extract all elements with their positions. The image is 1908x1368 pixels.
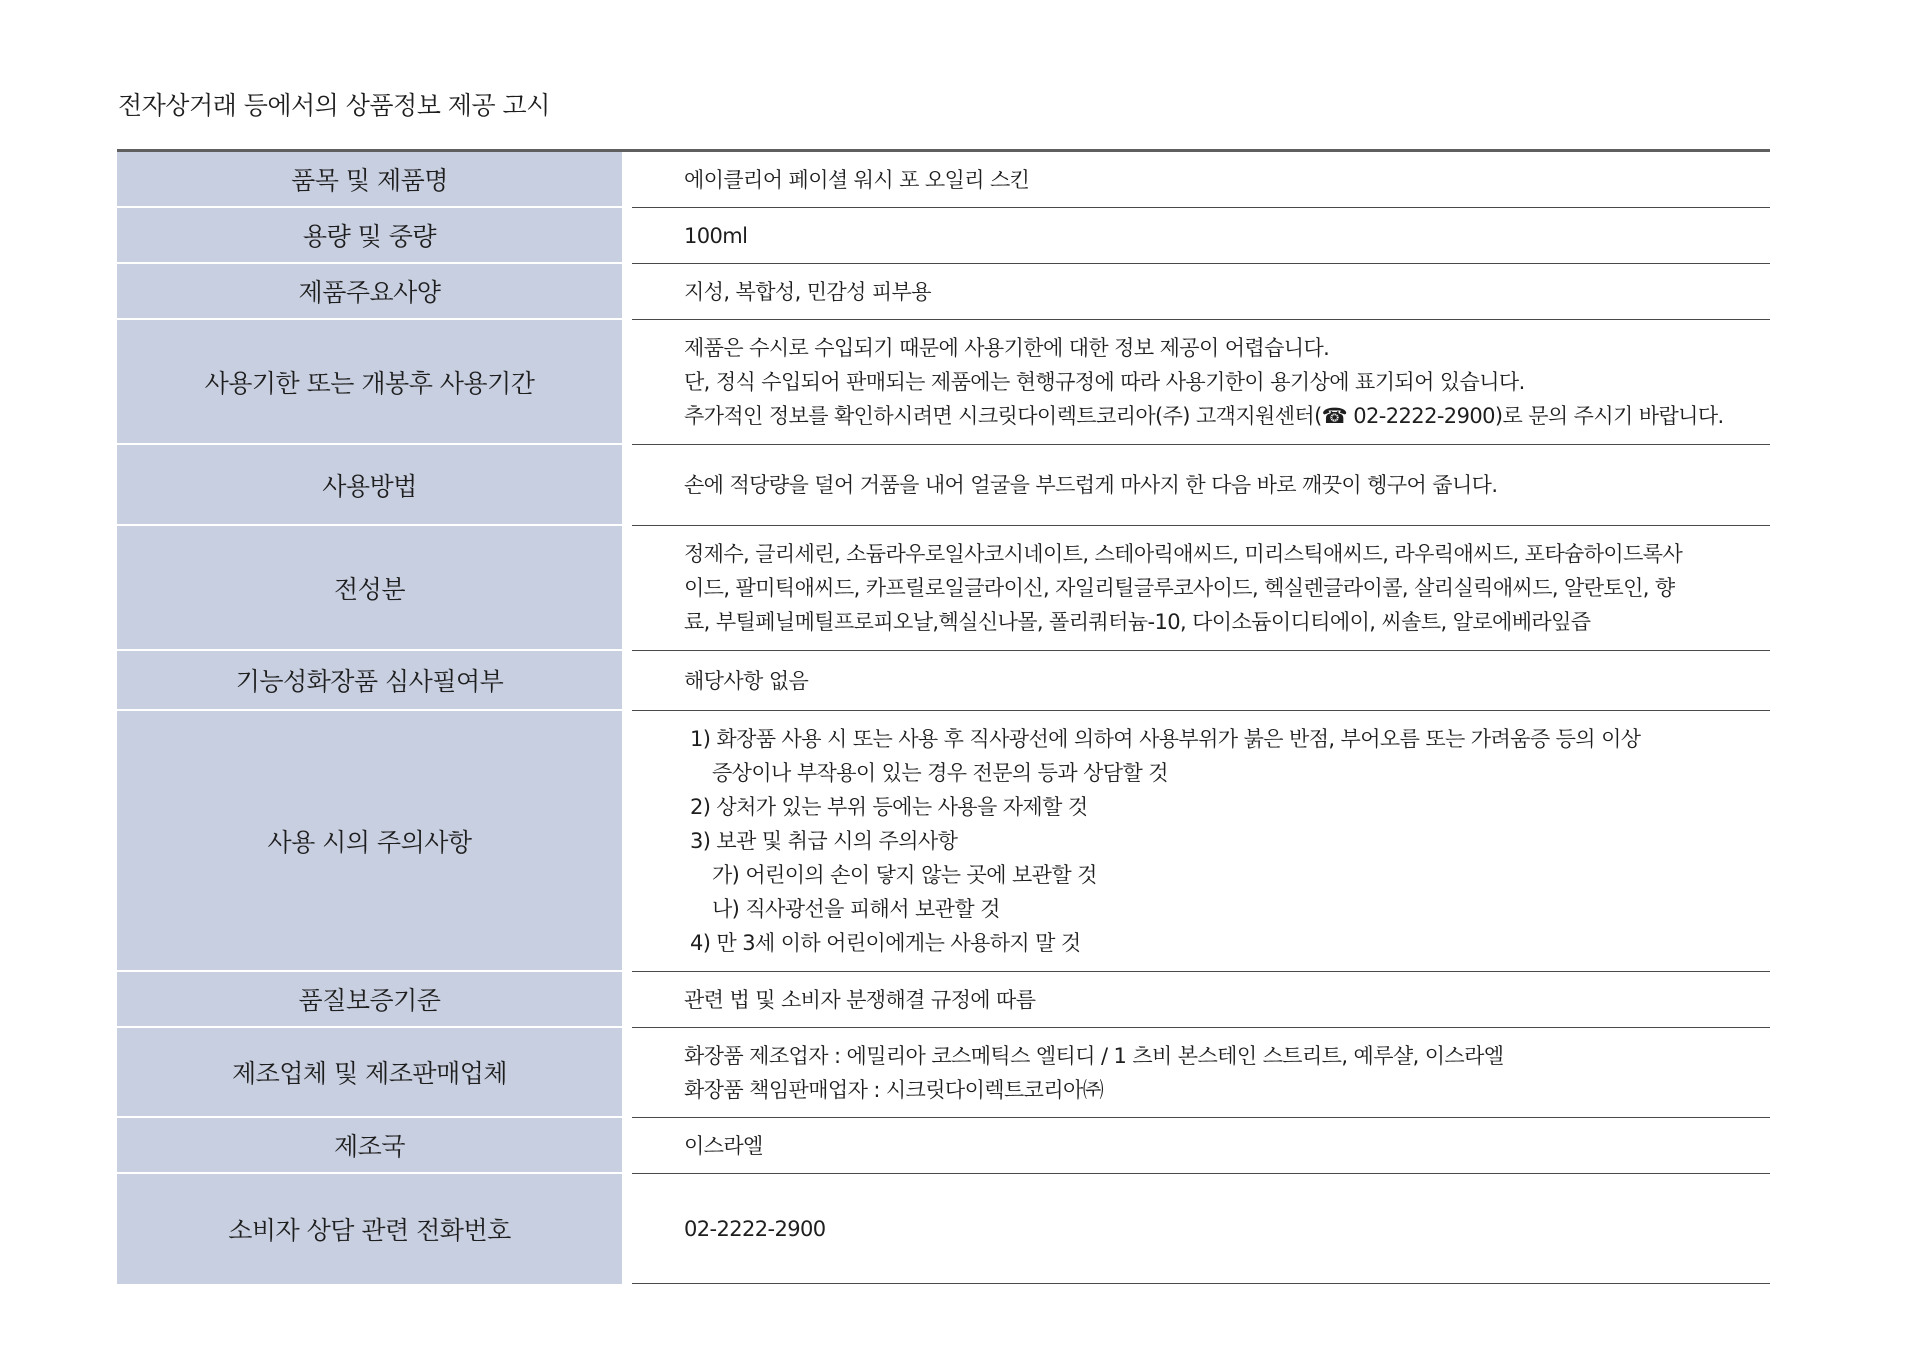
value-line: 1) 화장품 사용 시 또는 사용 후 직사광선에 의하여 사용부위가 붉은 반점, 부어오름 또는 가려움증 등의 이상 xyxy=(690,727,1641,751)
table-row-country xyxy=(117,1118,1770,1174)
row-label: 전성분 xyxy=(117,526,622,651)
value-line: 손에 적당량을 덜어 거품을 내어 얼굴을 부드럽게 마사지 한 다음 바로 깨끗이 헹구어 줍니다. xyxy=(684,473,1498,497)
row-value xyxy=(632,320,1770,445)
value-line: 나) 직사광선을 피해서 보관할 것 xyxy=(712,897,1000,921)
row-label: 사용 시의 주의사항 xyxy=(117,711,622,972)
value-line: 추가적인 정보를 확인하시려면 시크릿다이렉트코리아(주) 고객지원센터(☎ 02-2222-2900)로 문의 주시기 바랍니다. xyxy=(684,404,1724,428)
value-line: 정제수, 글리세린, 소듐라우로일사코시네이트, 스테아릭애씨드, 미리스틱애씨드, 라우릭애씨드, 포타슘하이드록사 xyxy=(684,542,1683,566)
value-line: 화장품 책임판매업자 : 시크릿다이렉트코리아㈜ xyxy=(684,1077,1104,1102)
row-label: 품질보증기준 xyxy=(117,972,622,1028)
value-line: 가) 어린이의 손이 닿지 않는 곳에 보관할 것 xyxy=(712,863,1097,887)
value-line: 료, 부틸페닐메틸프로피오날,헥실신나몰, 폴리쿼터늄-10, 다이소듐이디티에이, 씨솔트, 알로에베라잎즙 xyxy=(684,610,1591,634)
table-row-functional-review xyxy=(117,651,1770,711)
row-value xyxy=(632,1174,1770,1284)
table-row-quality xyxy=(117,972,1770,1028)
row-label: 제조국 xyxy=(117,1118,622,1174)
value-line: 2) 상처가 있는 부위 등에는 사용을 자제할 것 xyxy=(690,795,1088,819)
row-value xyxy=(632,526,1770,651)
value-line: 3) 보관 및 취급 시의 주의사항 xyxy=(690,829,958,853)
row-label: 소비자 상담 관련 전화번호 xyxy=(117,1174,622,1284)
row-label: 제품주요사양 xyxy=(117,264,622,320)
row-value xyxy=(632,1118,1770,1174)
table-row-ingredients xyxy=(117,526,1770,651)
row-label: 사용방법 xyxy=(117,445,622,526)
value-line: 이드, 팔미틱애씨드, 카프릴로일글라이신, 자일리틸글루코사이드, 헥실렌글라이콜, 살리실릭애씨드, 알란토인, 향 xyxy=(684,576,1675,600)
row-label: 품목 및 제품명 xyxy=(117,152,622,208)
table-row-manufacturer xyxy=(117,1028,1770,1118)
value-line: 화장품 제조업자 : 에밀리아 코스메틱스 엘티디 / 1 츠비 본스테인 스트리트, 예루샬, 이스라엘 xyxy=(684,1043,1504,1068)
row-value xyxy=(632,711,1770,972)
value-line: 증상이나 부작용이 있는 경우 전문의 등과 상담할 것 xyxy=(712,761,1168,785)
value-line: 관련 법 및 소비자 분쟁해결 규정에 따름 xyxy=(684,987,1036,1012)
table-row-usage xyxy=(117,445,1770,526)
page-title: 전자상거래 등에서의 상품정보 제공 고시 xyxy=(118,91,550,120)
table-row-contact-phone xyxy=(117,1174,1770,1284)
row-label: 기능성화장품 심사필여부 xyxy=(117,651,622,711)
value-line: 제품은 수시로 수입되기 때문에 사용기한에 대한 정보 제공이 어렵습니다. xyxy=(684,336,1330,360)
row-value xyxy=(632,208,1770,264)
value-line: 해당사항 없음 xyxy=(684,668,809,693)
value-line: 이스라엘 xyxy=(684,1133,763,1158)
table-row-volume xyxy=(117,208,1770,264)
value-line: 02-2222-2900 xyxy=(684,1216,826,1241)
value-line: 100ml xyxy=(684,223,748,248)
value-line: 지성, 복합성, 민감성 피부용 xyxy=(684,279,931,304)
row-value xyxy=(632,1028,1770,1118)
row-label: 용량 및 중량 xyxy=(117,208,622,264)
table-row-precautions xyxy=(117,711,1770,972)
value-line: 에이클리어 페이셜 워시 포 오일리 스킨 xyxy=(684,167,1030,192)
value-line: 단, 정식 수입되어 판매되는 제품에는 현행규정에 따라 사용기한이 용기상에 표기되어 있습니다. xyxy=(684,370,1525,394)
row-value xyxy=(632,651,1770,711)
row-label: 사용기한 또는 개봉후 사용기간 xyxy=(117,320,622,445)
row-value xyxy=(632,152,1770,208)
row-value xyxy=(632,972,1770,1028)
table-row-product-name xyxy=(117,152,1770,208)
row-value xyxy=(632,445,1770,526)
product-info-table xyxy=(117,149,1770,1284)
value-line: 4) 만 3세 이하 어린이에게는 사용하지 말 것 xyxy=(690,931,1081,955)
row-label: 제조업체 및 제조판매업체 xyxy=(117,1028,622,1118)
row-value xyxy=(632,264,1770,320)
table-row-expiry xyxy=(117,320,1770,445)
table-row-main-spec xyxy=(117,264,1770,320)
